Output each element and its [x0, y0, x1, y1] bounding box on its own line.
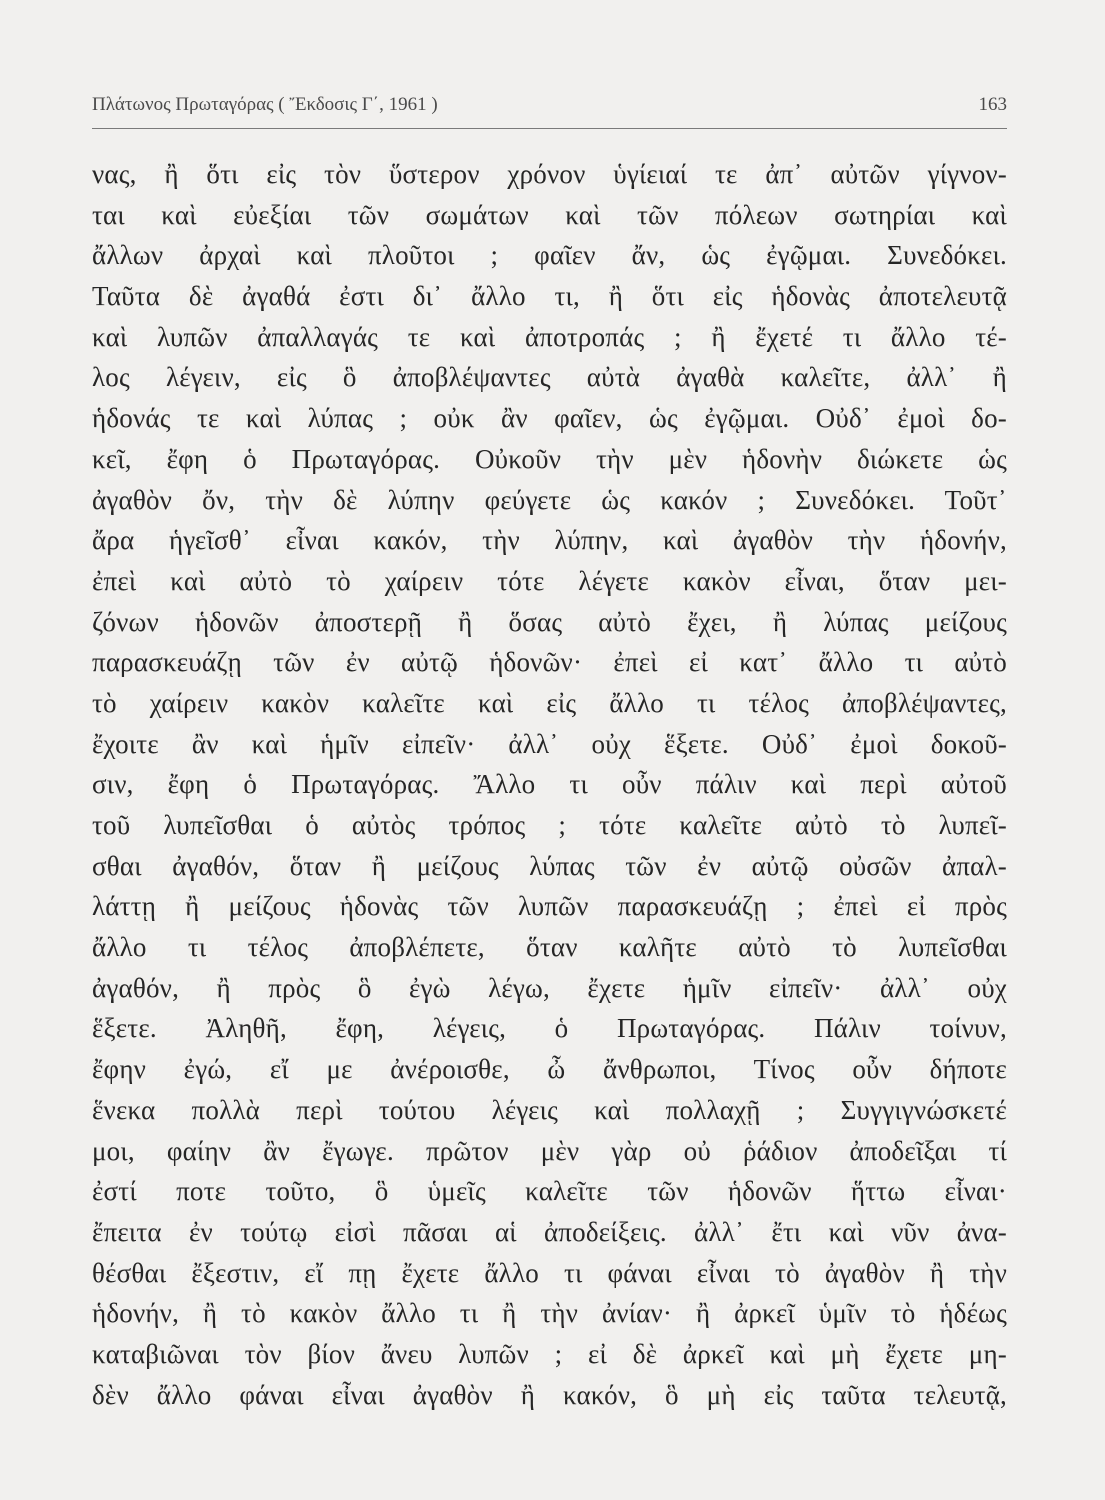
- text-line: ἕξετε. Ἀληθῆ, ἔφη, λέγεις, ὁ Πρωταγόρας. Πάλιν τοίνυν,: [92, 1013, 1007, 1044]
- text-line: καταβιῶναι τὸν βίον ἄνευ λυπῶν ; εἰ δὲ ἀρκεῖ καὶ μὴ ἔχετε μη-: [92, 1338, 1007, 1369]
- text-line: ἕνεκα πολλὰ περὶ τούτου λέγεις καὶ πολλαχῇ ; Συγγιγνώσκετέ: [92, 1094, 1007, 1125]
- body-text: [92, 154, 1007, 1415]
- text-line: ζόνων ἡδονῶν ἀποστερῇ ἢ ὅσας αὐτὸ ἔχει, ἢ λύπας μείζους: [92, 606, 1007, 637]
- text-line: ἡδονήν, ἢ τὸ κακὸν ἄλλο τι ἢ τὴν ἀνίαν· ἢ ἀρκεῖ ὑμῖν τὸ ἡδέως: [92, 1298, 1007, 1329]
- text-line: μοι, φαίην ἂν ἔγωγε. πρῶτον μὲν γὰρ οὐ ῥάδιον ἀποδεῖξαι τί: [92, 1135, 1007, 1166]
- page-number: 163: [978, 94, 1007, 115]
- text-line: ἐστί ποτε τοῦτο, ὃ ὑμεῖς καλεῖτε τῶν ἡδονῶν ἥττω εἶναι·: [92, 1176, 1007, 1207]
- text-line: σθαι ἀγαθόν, ὅταν ἢ μείζους λύπας τῶν ἐν αὐτῷ οὐσῶν ἀπαλ-: [92, 850, 1007, 881]
- text-line: ἄρα ἡγεῖσθ᾿ εἶναι κακόν, τὴν λύπην, καὶ ἀγαθὸν τὴν ἡδονήν,: [92, 525, 1007, 556]
- text-line: Ταῦτα δὲ ἀγαθά ἐστι δι᾿ ἄλλο τι, ἢ ὅτι εἰς ἡδονὰς ἀποτελευτᾷ: [92, 281, 1007, 312]
- text-line: δὲν ἄλλο φάναι εἶναι ἀγαθὸν ἢ κακόν, ὃ μὴ εἰς ταῦτα τελευτᾷ,: [92, 1379, 1007, 1410]
- text-line: ἔφην ἐγώ, εἴ με ἀνέροισθε, ὦ ἄνθρωποι, Τίνος οὖν δήποτε: [92, 1054, 1007, 1085]
- text-line: ἡδονάς τε καὶ λύπας ; οὐκ ἂν φαῖεν, ὡς ἐγῷμαι. Οὐδ᾿ ἐμοὶ δο-: [92, 403, 1007, 434]
- text-line: ἀγαθόν, ἢ πρὸς ὃ ἐγὼ λέγω, ἔχετε ἡμῖν εἰπεῖν· ἀλλ᾿ οὐχ: [92, 972, 1007, 1003]
- text-line: ἔχοιτε ἂν καὶ ἡμῖν εἰπεῖν· ἀλλ᾿ οὐχ ἕξετε. Οὐδ᾿ ἐμοὶ δοκοῦ-: [92, 728, 1007, 759]
- text-line: νας, ἢ ὅτι εἰς τὸν ὕστερον χρόνον ὑγίειαί τε ἀπ᾿ αὐτῶν γίγνον-: [92, 159, 1007, 189]
- text-line: τὸ χαίρειν κακὸν καλεῖτε καὶ εἰς ἄλλο τι τέλος ἀποβλέψαντες,: [92, 687, 1007, 718]
- running-title: Πλάτωνος Πρωταγόρας ( Ἔκδοσις Γ΄, 1961 ): [92, 94, 438, 115]
- text-line: ἔπειτα ἐν τούτῳ εἰσὶ πᾶσαι αἱ ἀποδείξεις. ἀλλ᾿ ἔτι καὶ νῦν ἀνα-: [92, 1216, 1007, 1247]
- text-line: ται καὶ εὐεξίαι τῶν σωμάτων καὶ τῶν πόλεων σωτηρίαι καὶ: [92, 199, 1007, 230]
- text-line: λάττῃ ἢ μείζους ἡδονὰς τῶν λυπῶν παρασκευάζῃ ; ἐπεὶ εἰ πρὸς: [92, 891, 1007, 922]
- text-line: ἄλλων ἀρχαὶ καὶ πλοῦτοι ; φαῖεν ἄν, ὡς ἐγῷμαι. Συνεδόκει.: [92, 240, 1007, 271]
- text-line: καὶ λυπῶν ἀπαλλαγάς τε καὶ ἀποτροπάς ; ἢ ἔχετέ τι ἄλλο τέ-: [92, 321, 1007, 352]
- text-line: τοῦ λυπεῖσθαι ὁ αὐτὸς τρόπος ; τότε καλεῖτε αὐτὸ τὸ λυπεῖ-: [92, 810, 1007, 840]
- text-line: ἀγαθὸν ὄν, τὴν δὲ λύπην φεύγετε ὡς κακόν ; Συνεδόκει. Τοῦτ᾿: [92, 484, 1007, 515]
- text-line: κεῖ, ἔφη ὁ Πρωταγόρας. Οὐκοῦν τὴν μὲν ἡδονὴν διώκετε ὡς: [92, 443, 1007, 474]
- text-line: ἄλλο τι τέλος ἀποβλέπετε, ὅταν καλῆτε αὐτὸ τὸ λυπεῖσθαι: [92, 932, 1007, 963]
- text-line: θέσθαι ἔξεστιν, εἴ πῃ ἔχετε ἄλλο τι φάναι εἶναι τὸ ἀγαθὸν ἢ τὴν: [92, 1257, 1007, 1288]
- text-line: σιν, ἔφη ὁ Πρωταγόρας. Ἄλλο τι οὖν πάλιν καὶ περὶ αὐτοῦ: [92, 769, 1007, 800]
- text-line: ἐπεὶ καὶ αὐτὸ τὸ χαίρειν τότε λέγετε κακὸν εἶναι, ὅταν μει-: [92, 565, 1007, 596]
- text-line: παρασκευάζῃ τῶν ἐν αὐτῷ ἡδονῶν· ἐπεὶ εἰ κατ᾿ ἄλλο τι αὐτὸ: [92, 647, 1007, 678]
- running-header: [92, 94, 1007, 124]
- text-line: λος λέγειν, εἰς ὃ ἀποβλέψαντες αὐτὰ ἀγαθὰ καλεῖτε, ἀλλ᾿ ἢ: [92, 362, 1007, 393]
- header-rule: [92, 128, 1007, 129]
